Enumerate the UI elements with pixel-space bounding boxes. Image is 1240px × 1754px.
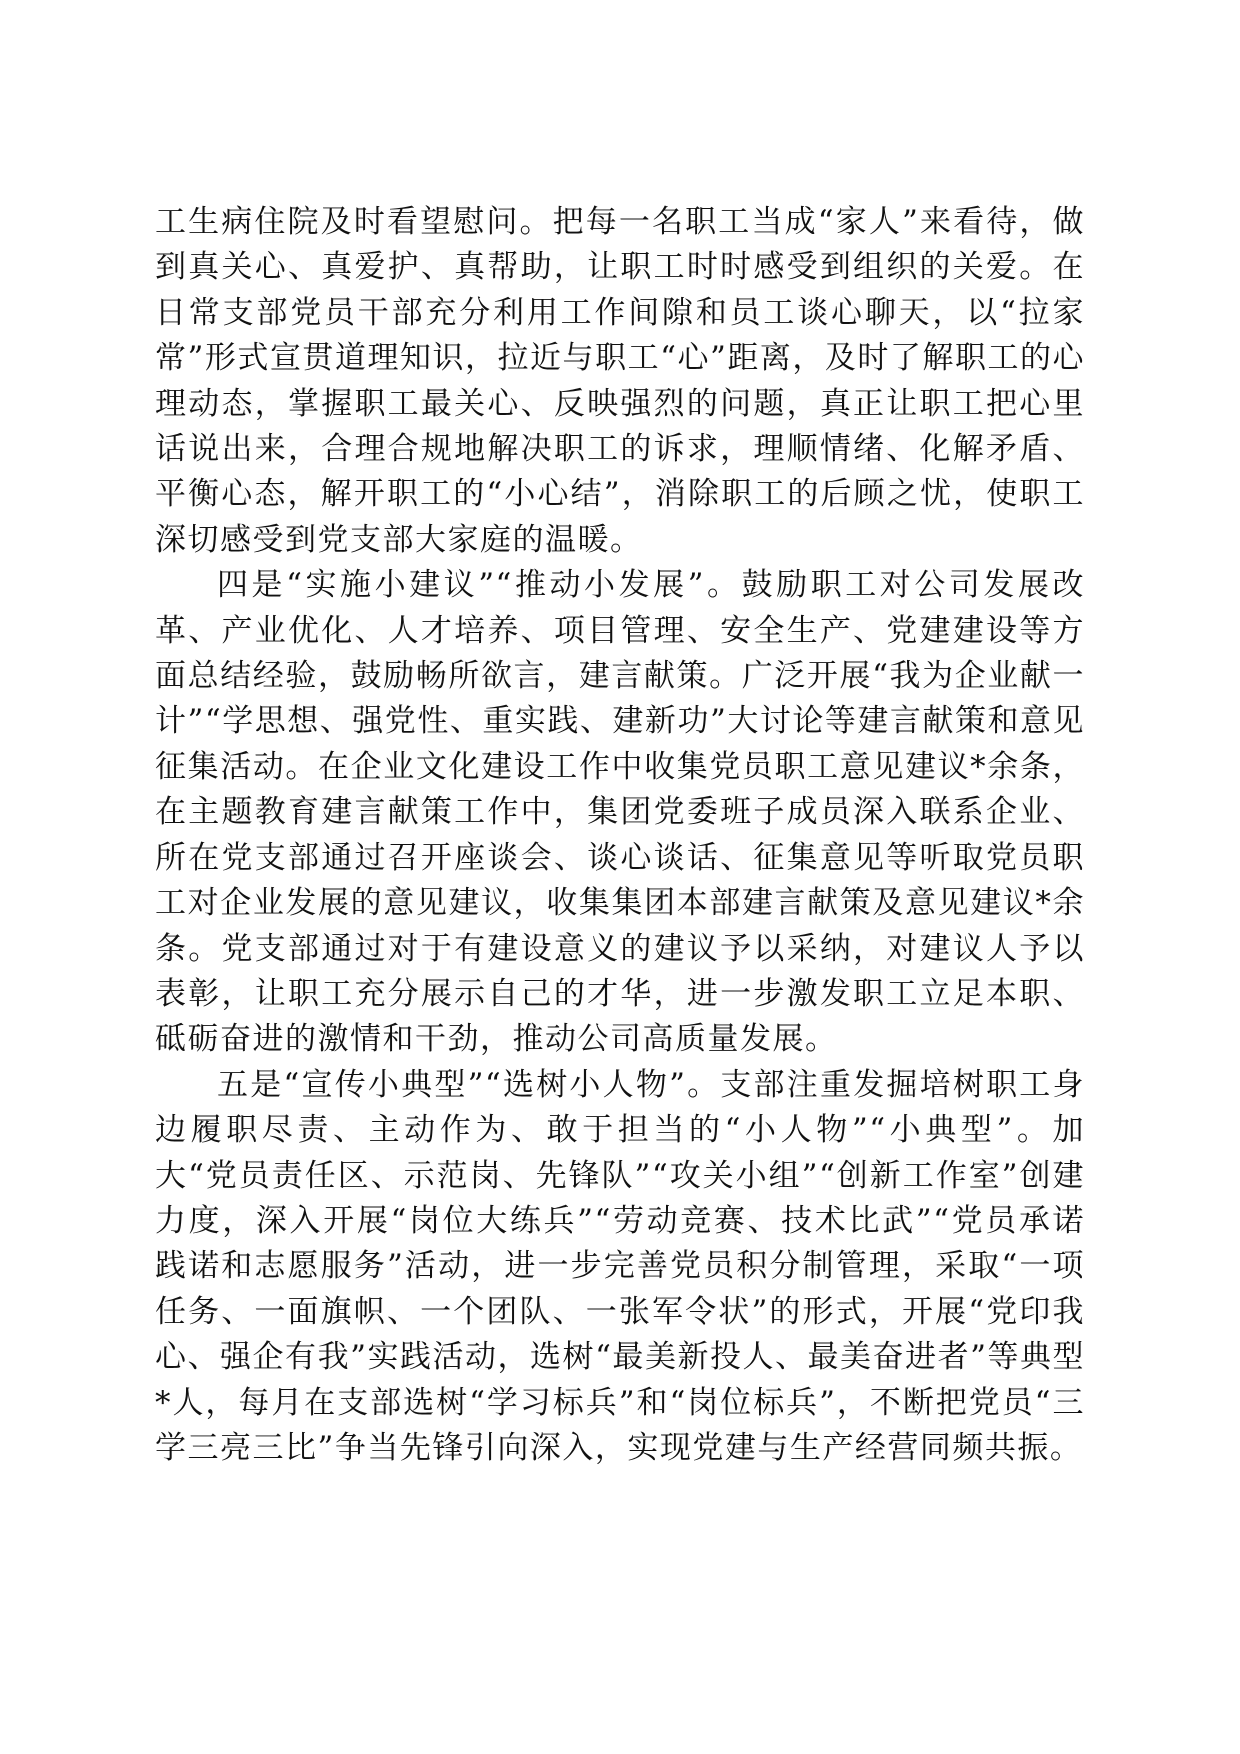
paragraph-small-suggestions: 四是“实施小建议”“推动小发展”。鼓励职工对公司发展改革、产业优化、人才培养、项目管理、安全生产、党建建设等方面总结经验，鼓励畅所欲言，建言献策。广泛开展“我为企业献一计”“学思想、强党性、重实践、建新功”大讨论等建言献策和意见征集活动。在企业文化建设工作中收集党员职工意见建议*余条，在主题教育建言献策工作中，集团党委班子成员深入联系企业、所在党支部通过召开座谈会、谈心谈话、征集意见等听取党员职工对企业发展的意见建议，收集集团本部建言献策及意见建议*余条。党支部通过对于有建设意义的建议予以采纳，对建议人予以表彰，让职工充分展示自己的才华，进一步激发职工立足本职、砥砺奋进的激情和干劲，推动公司高质量发展。 — [155, 567, 1085, 1058]
paragraph-care-for-staff: 工生病住院及时看望慰问。把每一名职工当成“家人”来看待，做到真关心、真爱护、真帮助，让职工时时感受到组织的关爱。在日常支部党员干部充分利用工作间隙和员工谈心聊天，以“拉家常”形式宣贯道理知识，拉近与职工“心”距离，及时了解职工的心理动态，掌握职工最关心、反映强烈的问题，真正让职工把心里话说出来，合理合规地解决职工的诉求，理顺情绪、化解矛盾、平衡心态，解开职工的“小心结”，消除职工的后顾之忧，使职工深切感受到党支部大家庭的温暖。 — [155, 204, 1085, 558]
document-body — [155, 200, 1085, 1471]
paragraph-small-models: 五是“宣传小典型”“选树小人物”。支部注重发掘培树职工身边履职尽责、主动作为、敢于担当的“小人物”“小典型”。加大“党员责任区、示范岗、先锋队”“攻关小组”“创新工作室”创建力度，深入开展“岗位大练兵”“劳动竞赛、技术比武”“党员承诺践诺和志愿服务”活动，进一步完善党员积分制管理，采取“一项任务、一面旗帜、一个团队、一张军令状”的形式，开展“党印我心、强企有我”实践活动，选树“最美新投人、最美奋进者”等典型*人，每月在支部选树“学习标兵”和“岗位标兵”，不断把党员“三学三亮三比”争当先锋引向深入，实现党建与生产经营同频共振。 — [155, 1066, 1085, 1466]
